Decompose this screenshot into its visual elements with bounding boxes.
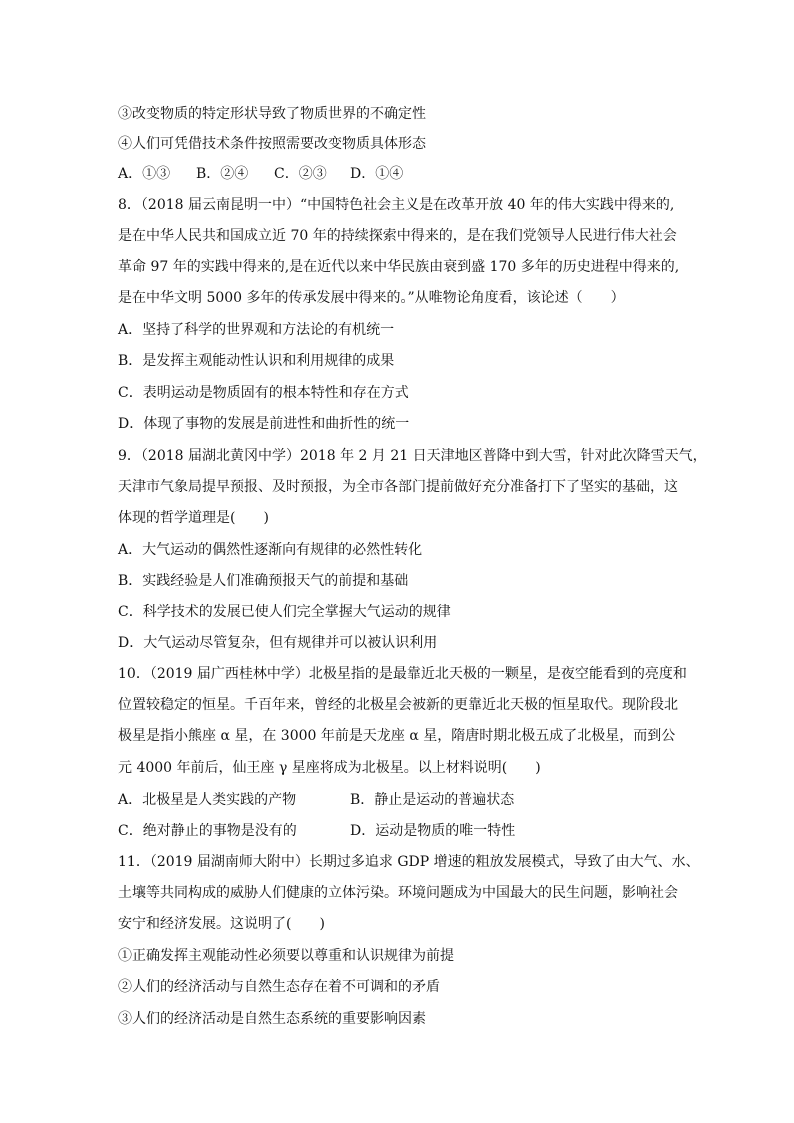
q9-choice-b: B．实践经验是人们准确预报天气的前提和基础: [118, 573, 409, 589]
q10-choices-row-2: [118, 822, 678, 840]
q7-choice-a: A．①③: [118, 166, 171, 182]
q8-choice-d: D．体现了事物的发展是前进性和曲折性的统一: [118, 416, 410, 432]
q10-stem-line-3: 极星是指小熊座 α 星，在 3000 年前是天龙座 α 星，隋唐时期北极五成了北极星，而到公: [118, 728, 676, 744]
q7-answer-choices: [118, 165, 518, 183]
q8-stem-line-3: 革命 97 年的实践中得来的,是在近代以来中华民族由衰到盛 170 多年的历史进程中得来的,: [118, 259, 680, 275]
q7-option-item-4: ④人们可凭借技术条件按照需要改变物质具体形态: [118, 136, 426, 152]
q7-choice-d: D．①④: [350, 166, 404, 182]
q10-stem-line-2: 位置较稳定的恒星。千百年来，曾经的北极星会被新的更靠近北天极的恒星取代。现阶段北: [118, 697, 678, 713]
q8-stem-line-2: 是在中华人民共和国成立近 70 年的持续探索中得来的，是在我们党领导人民进行伟大社会: [118, 228, 677, 244]
q8-choice-a: A．坚持了科学的世界观和方法论的有机统一: [118, 322, 395, 338]
q11-option-item-1: ①正确发挥主观能动性必须要以尊重和认识规律为前提: [118, 948, 454, 964]
q8-choice-c: C．表明运动是物质固有的根本特性和存在方式: [118, 385, 409, 401]
q9-choice-a: A．大气运动的偶然性逐渐向有规律的必然性转化: [118, 542, 423, 558]
q10-choice-b: B．静止是运动的普遍状态: [350, 792, 515, 808]
q11-stem-line-2: 土壤等共同构成的威胁人们健康的立体污染。环境问题成为中国最大的民生问题，影响社会: [118, 885, 678, 901]
q7-choice-b: B．②④: [196, 166, 249, 182]
q8-choice-b: B．是发挥主观能动性认识和利用规律的成果: [118, 353, 395, 369]
q9-stem-line-1: 9．（2018 届湖北黄冈中学）2018 年 2 月 21 日天津地区普降中到大雪，针对此次降雪天气，: [118, 448, 707, 464]
q8-stem-line-4: 是在中华文明 5000 多年的传承发展中得来的。”从唯物论角度看，该论述（ ）: [118, 290, 625, 306]
q11-option-item-2: ②人们的经济活动与自然生态存在着不可调和的矛盾: [118, 979, 440, 995]
q7-option-item-3: ③改变物质的特定形状导致了物质世界的不确定性: [118, 106, 426, 122]
q7-choice-c: C．②③: [274, 166, 327, 182]
q10-stem-line-1: 10．（2019 届广西桂林中学）北极星指的是最靠近北天极的一颗星，是夜空能看到的亮度和: [118, 666, 687, 682]
q11-option-item-3: ③人们的经济活动是自然生态系统的重要影响因素: [118, 1011, 426, 1027]
q8-stem-line-1: 8．（2018 届云南昆明一中）“中国特色社会主义是在改革开放 40 年的伟大实践中得来的,: [118, 197, 675, 213]
q11-stem-line-1: 11．（2019 届湖南师大附中）长期过多追求 GDP 增速的粗放发展模式，导致了由大气、水、: [118, 854, 700, 870]
q9-stem-line-3: 体现的哲学道理是( ): [118, 510, 269, 526]
q10-choice-c: C．绝对静止的事物是没有的: [118, 823, 297, 839]
q10-choices-row-1: [118, 791, 678, 809]
q9-choice-c: C．科学技术的发展已使人们完全掌握大气运动的规律: [118, 604, 451, 620]
q9-choice-d: D．大气运动尽管复杂，但有规律并可以被认识利用: [118, 635, 438, 651]
q10-stem-line-4: 元 4000 年前后，仙王座 γ 星座将成为北极星。以上材料说明( ): [118, 760, 541, 776]
q10-choice-a: A．北极星是人类实践的产物: [118, 792, 297, 808]
q11-stem-line-3: 安宁和经济发展。这说明了( ): [118, 916, 325, 932]
q10-choice-d: D．运动是物质的唯一特性: [350, 823, 516, 839]
q9-stem-line-2: 天津市气象局提早预报、及时预报，为全市各部门提前做好充分准备打下了坚实的基础，这: [118, 479, 678, 495]
